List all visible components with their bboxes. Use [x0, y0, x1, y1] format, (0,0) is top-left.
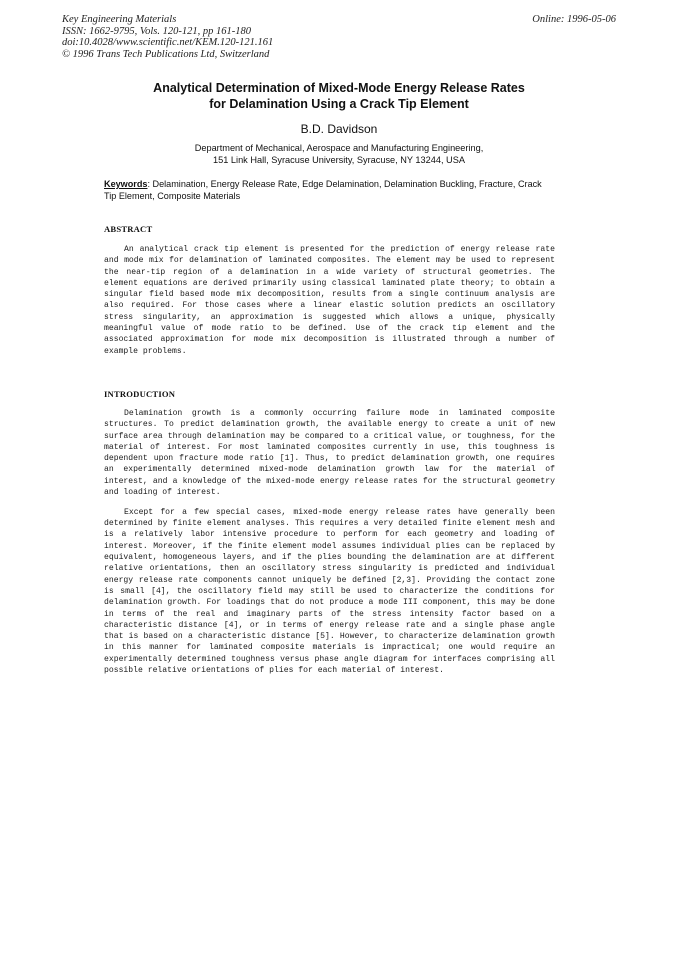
abstract-body	[104, 244, 555, 365]
introduction-body	[104, 408, 555, 685]
journal-issn: ISSN: 1662-9795, Vols. 120-121, pp 161-180	[62, 25, 251, 37]
journal-name: Key Engineering Materials	[62, 14, 177, 25]
keywords-label: Keywords	[104, 179, 148, 189]
abstract-heading: ABSTRACT	[104, 224, 153, 234]
introduction-heading: INTRODUCTION	[104, 389, 176, 399]
author-affiliation	[60, 142, 618, 166]
online-date: Online: 1996-05-06	[532, 14, 616, 25]
paper-title-line2: for Delamination Using a Crack Tip Element	[209, 97, 469, 111]
journal-copyright: © 1996 Trans Tech Publications Ltd, Switzerland	[62, 48, 270, 60]
keywords-text: : Delamination, Energy Release Rate, Edge Delamination, Delamination Buckling, Fracture, Crack Tip Element, Composite Materials	[104, 179, 542, 201]
paper-title-line1: Analytical Determination of Mixed-Mode Energy Release Rates	[153, 81, 525, 95]
journal-citation	[62, 14, 273, 60]
journal-doi: doi:10.4028/www.scientific.net/KEM.120-121.161	[62, 37, 274, 48]
abstract-paragraph: An analytical crack tip element is presented for the prediction of energy release rate and mode mix for delamination of laminated composites. The element may be used to represent the near-tip region of a delamination in a wide variety of structural geometries. The element equations are derived primarily using classical laminated plate theory; to obtain a singular field based mode mix decomposition, results from a single continuum analysis are also required. For those cases where a linear elastic solution predicts an oscillatory stress singularity, an approximation is suggested which allows a unique, physically meaningful value of mode ratio to be defined. Use of the crack tip element and the associated approximation for mode mix decomposition is illustrated through a number of example problems.	[104, 245, 555, 356]
introduction-paragraph: Except for a few special cases, mixed-mode energy release rates have generally been determined by finite element analyses. This requires a very detailed finite element mesh and is a relatively labor intensive procedure to perform for each geometry and loading of interest. Moreover, if the finite element model assumes individual plies can be replaced by equivalent, homogeneous layers, and if the plies bounding the delamination are at different relative orientations, then an oscillatory stress singularity is predicted and individual energy release rate components cannot uniquely be defined [2,3]. Providing the contact zone is small [4], the oscillatory field may still be used to characterize the conditions for delamination growth. For loadings that do not produce a mode III component, this may be done in terms of the real and imaginary parts of the stress intensity factor based on a characteristic distance [4], or in terms of energy release rate and a single phase angle that is based on a characteristic distance [5]. However, to characterize delamination growth in this manner for laminated composite materials is impractical; one would require an experimentally determined toughness versus phase angle diagram for interfaces comprising all possible relative orientations of plies for each material of interest.	[104, 507, 555, 676]
introduction-paragraph: Delamination growth is a commonly occurring failure mode in laminated composite structures. To predict delamination growth, the available energy to create a unit of new surface area through delamination may be compared to a critical value, or toughness, for the material of interest. For most laminated composites currently in use, this toughness is dependent upon fracture mode ratio [1]. Thus, to predict delamination growth, one requires an experimentally determined mixed-mode delamination growth law for the material of interest, and a knowledge of the mixed-mode energy release rates for the structural geometry and loading of interest.	[104, 409, 555, 498]
affiliation-line2: 151 Link Hall, Syracuse University, Syracuse, NY 13244, USA	[213, 155, 465, 165]
paper-title	[60, 80, 618, 112]
affiliation-line1: Department of Mechanical, Aerospace and Manufacturing Engineering,	[194, 143, 484, 153]
keywords-block	[104, 178, 556, 202]
paper-author: B.D. Davidson	[300, 122, 378, 136]
